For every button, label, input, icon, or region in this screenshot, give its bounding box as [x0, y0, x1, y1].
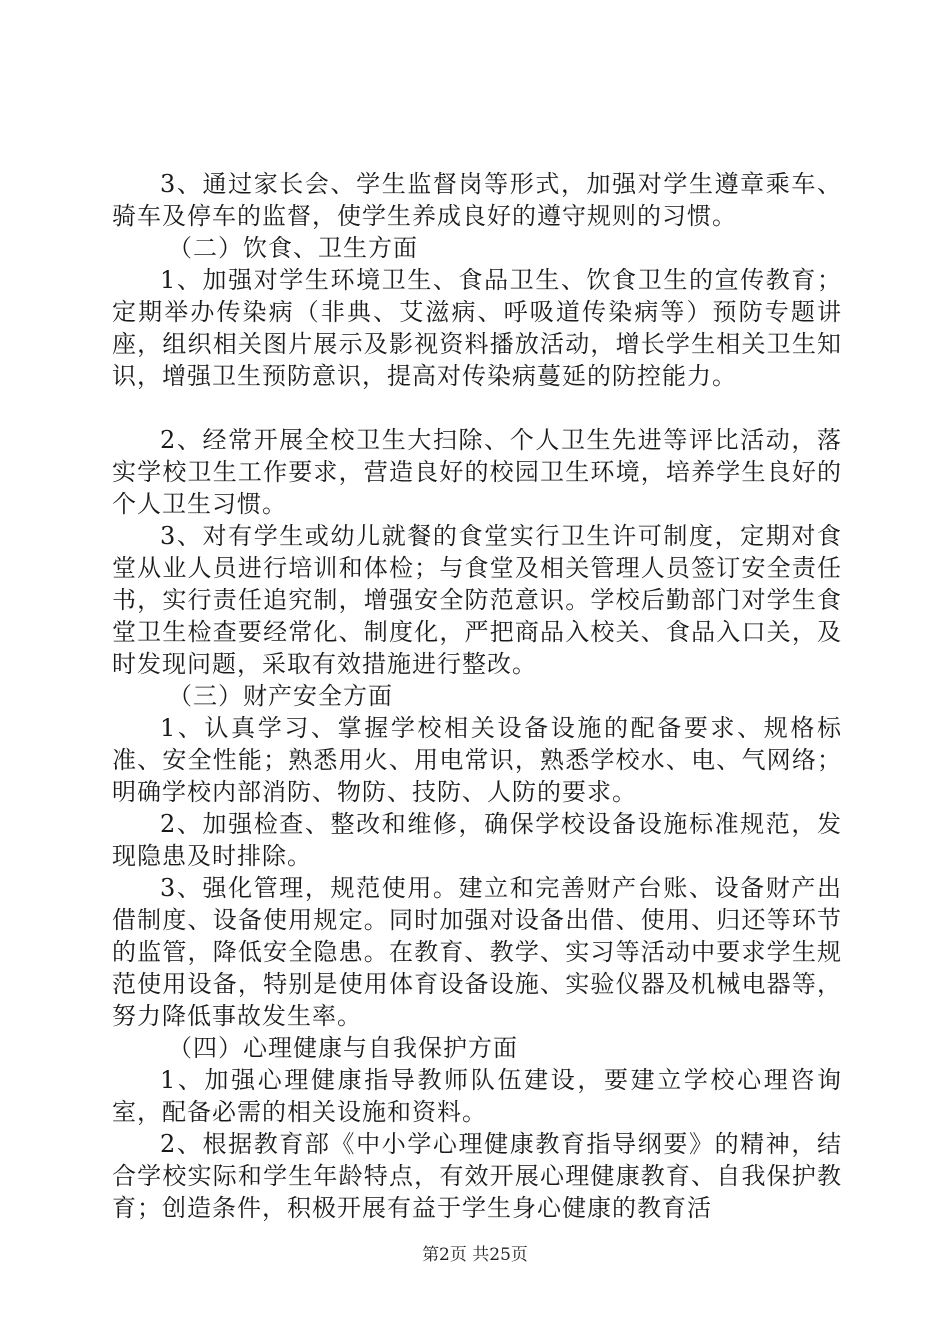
paragraph-equipment-requirements: 1、认真学习、掌握学校相关设备设施的配备要求、规格标准、安全性能；熟悉用火、用电常识，熟悉学校水、电、气网络；明确学校内部消防、物防、技防、人防的要求。 [112, 714, 842, 806]
section-heading-mental-health: （四）心理健康与自我保护方面 [168, 1034, 518, 1062]
page-number-footer: 第2页 共25页 [422, 1245, 528, 1265]
section-heading-diet-hygiene: （二）饮食、卫生方面 [168, 234, 418, 262]
paragraph-cleaning-activities: 2、经常开展全校卫生大扫除、个人卫生先进等评比活动，落实学校卫生工作要求，营造良好的校园卫生环境，培养学生良好的个人卫生习惯。 [112, 426, 842, 518]
section-heading-property-safety: （三）财产安全方面 [168, 682, 393, 710]
paragraph-inspection-maintenance: 2、加强检查、整改和维修，确保学校设备设施标准规范，发现隐患及时排除。 [112, 810, 842, 870]
paragraph-rules-supervision: 3、通过家长会、学生监督岗等形式，加强对学生遵章乘车、骑车及停车的监督，使学生养成良好的遵守规则的习惯。 [112, 170, 842, 230]
paragraph-canteen-license: 3、对有学生或幼儿就餐的食堂实行卫生许可制度，定期对食堂从业人员进行培训和体检；与食堂及相关管理人员签订安全责任书，实行责任追究制，增强安全防范意识。学校后勤部门对学生食堂卫生检查要经常化、制度化，严把商品入校关、食品入口关，及时发现问题，采取有效措施进行整改。 [112, 522, 842, 678]
paragraph-management-usage: 3、强化管理，规范使用。建立和完善财产台账、设备财产出借制度、设备使用规定。同时加强对设备出借、使用、归还等环节的监管，降低安全隐患。在教育、教学、实习等活动中要求学生规范使用设备，特别是使用体育设备设施、实验仪器及机械电器等，努力降低事故发生率。 [112, 874, 842, 1030]
paragraph-mental-health-education: 2、根据教育部《中小学心理健康教育指导纲要》的精神，结合学校实际和学生年龄特点，有效开展心理健康教育、自我保护教育；创造条件，积极开展有益于学生身心健康的教育活 [112, 1130, 842, 1222]
document-body [112, 168, 842, 1224]
paragraph-hygiene-education: 1、加强对学生环境卫生、食品卫生、饮食卫生的宣传教育；定期举办传染病（非典、艾滋病、呼吸道传染病等）预防专题讲座，组织相关图片展示及影视资料播放活动，增长学生相关卫生知识，增强卫生预防意识，提高对传染病蔓延的防控能力。 [112, 266, 842, 390]
paragraph-counseling-team: 1、加强心理健康指导教师队伍建设，要建立学校心理咨询室，配备必需的相关设施和资料。 [112, 1066, 842, 1126]
